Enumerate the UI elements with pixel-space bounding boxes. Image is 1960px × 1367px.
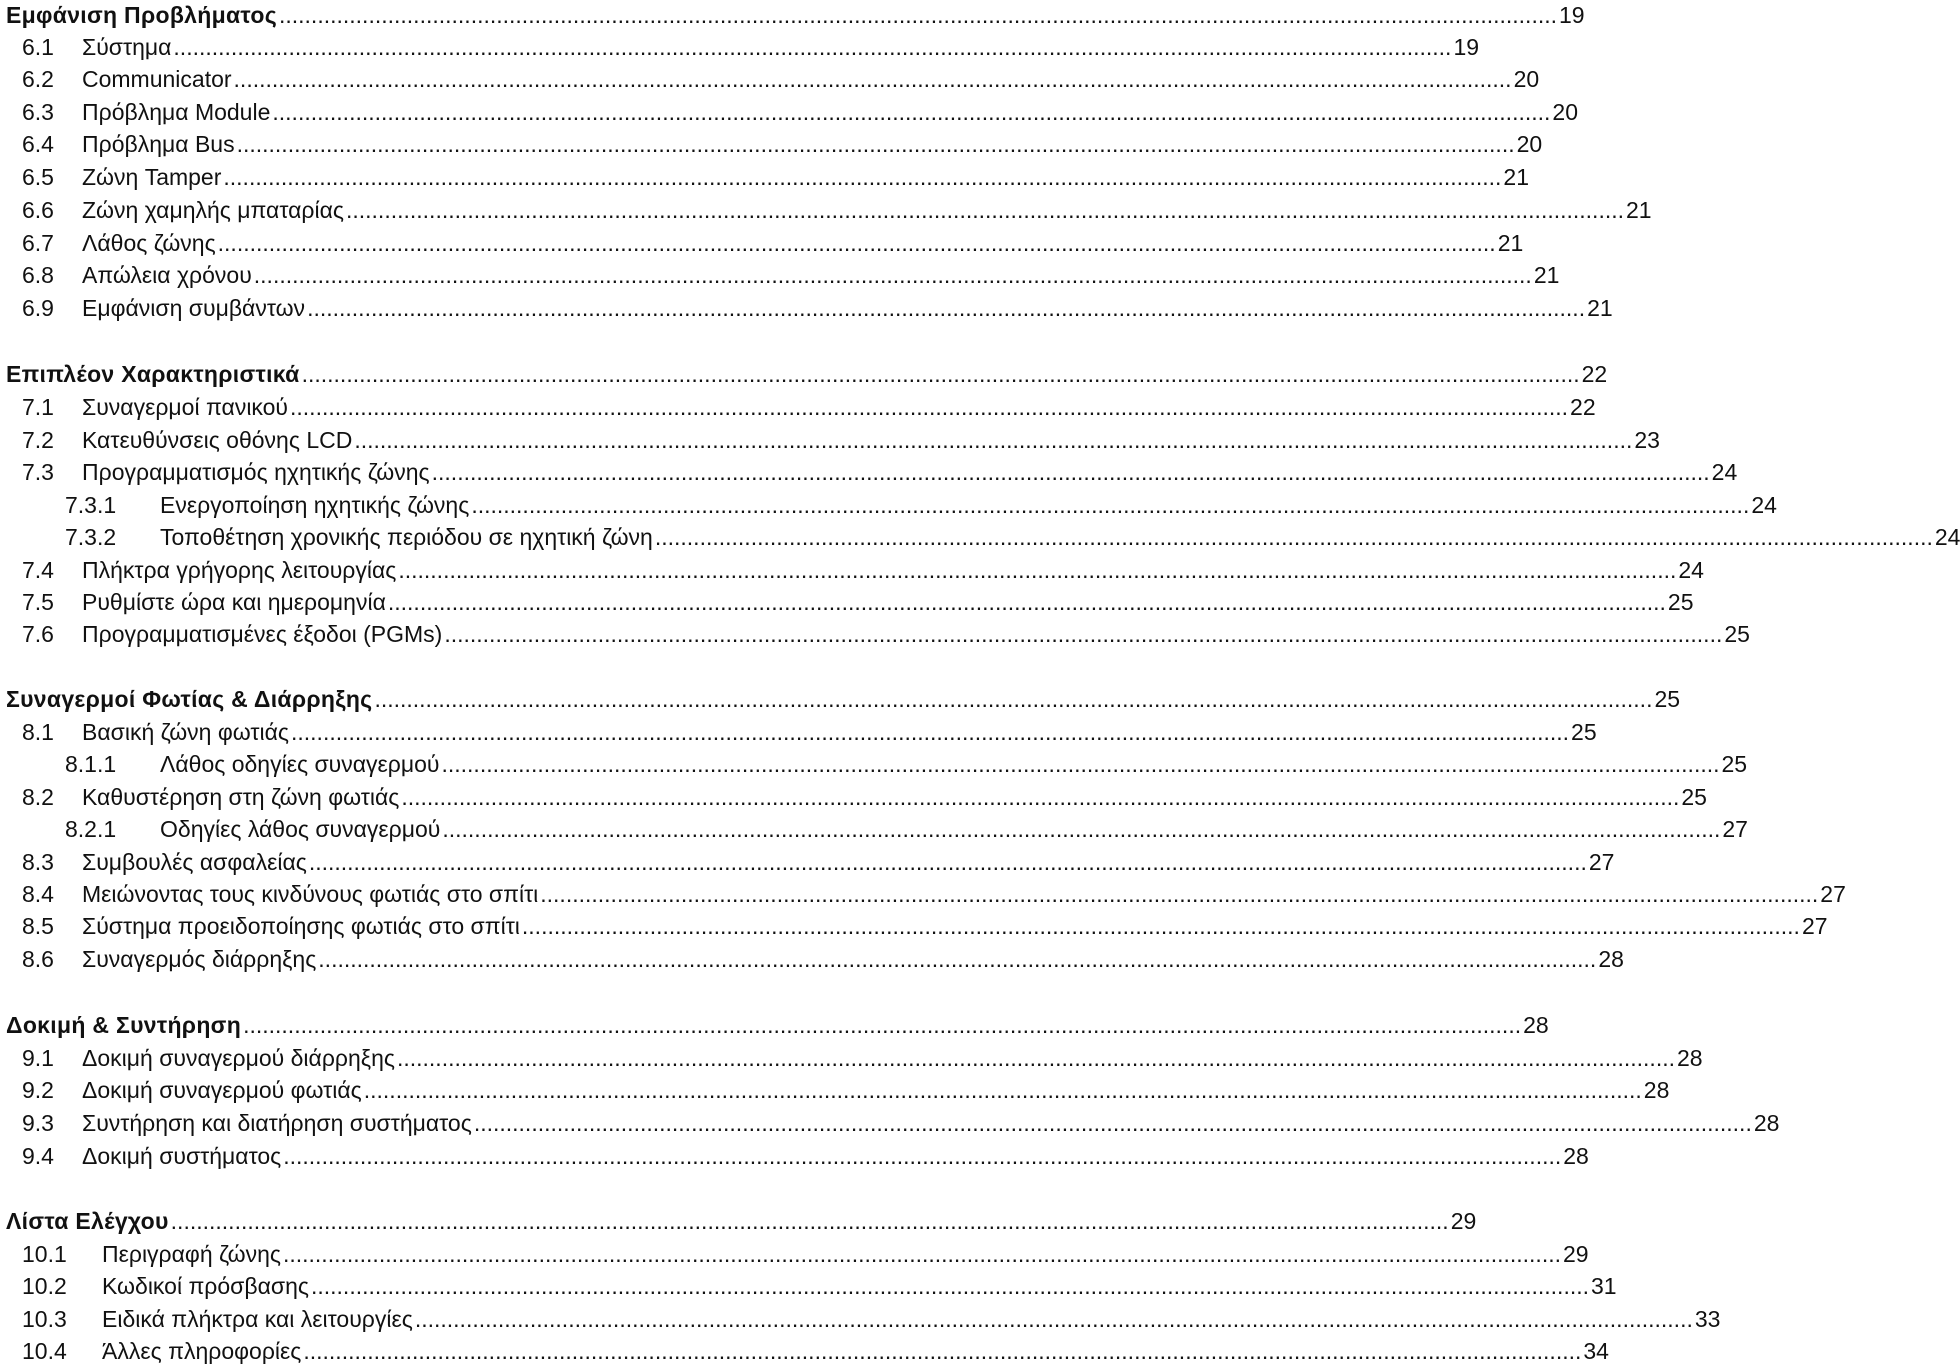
- toc-entry-number: 8.2: [22, 783, 54, 810]
- toc-page-number: 19: [1453, 33, 1480, 60]
- toc-entry-title: Πρόβλημα Module: [82, 98, 271, 125]
- toc-chapter[interactable]: [0, 1205, 1477, 1237]
- toc-entry[interactable]: [0, 846, 1615, 878]
- toc-page-number: 29: [1450, 1207, 1477, 1234]
- toc-page-number: 23: [1634, 426, 1660, 453]
- toc-entry-number: 7.4: [22, 556, 54, 583]
- toc-entry-title: Ρυθμίστε ώρα και ημερομηνία: [82, 588, 386, 615]
- toc-entry-number: 8.3: [22, 848, 54, 875]
- toc-entry-title: Δοκιμή συναγερμού φωτιάς: [82, 1076, 362, 1103]
- toc-entry-title: Περιγραφή ζώνης: [102, 1240, 281, 1267]
- toc-page-number: 28: [1677, 1044, 1703, 1071]
- dot-leader: ........................................................................................................................................................................................................: [253, 261, 1532, 288]
- toc-entry-title: Άλλες πληροφορίες: [102, 1337, 302, 1364]
- toc-entry-number: 10.4: [22, 1337, 67, 1364]
- toc-entry[interactable]: [0, 1140, 1589, 1172]
- toc-entry-number: 6.9: [22, 294, 54, 321]
- dot-leader: ........................................................................................................................................................................................................: [318, 945, 1597, 972]
- toc-entry-title: Δοκιμή συναγερμού διάρρηξης: [82, 1044, 395, 1071]
- toc-entry-number: 10.3: [22, 1305, 67, 1332]
- toc-page-number: 28: [1753, 1109, 1780, 1136]
- toc-entry-number: 6.4: [22, 130, 54, 157]
- dot-leader: ........................................................................................................................................................................................................: [442, 815, 1721, 842]
- dot-leader: ........................................................................................................................................................................................................: [387, 588, 1666, 615]
- toc-entry-number: 9.3: [22, 1109, 54, 1136]
- toc-entry[interactable]: [0, 227, 1524, 259]
- dot-leader: ........................................................................................................................................................................................................: [282, 1240, 1561, 1267]
- toc-entry[interactable]: [0, 96, 1579, 128]
- toc-entry[interactable]: [0, 1303, 1721, 1335]
- toc-page-number: 19: [1559, 1, 1585, 28]
- toc-entry[interactable]: [0, 424, 1660, 456]
- toc-chapter[interactable]: [0, 358, 1608, 390]
- toc-page-number: 28: [1523, 1011, 1549, 1038]
- toc-entry[interactable]: [0, 1270, 1617, 1302]
- toc-entry-number: 6.7: [22, 229, 54, 256]
- toc-page-number: 21: [1587, 294, 1613, 321]
- toc-entry[interactable]: [0, 259, 1560, 291]
- toc-entry-number: 6.8: [22, 261, 54, 288]
- dot-leader: ........................................................................................................................................................................................................: [363, 1076, 1642, 1103]
- toc-entry[interactable]: [0, 1335, 1609, 1367]
- dot-leader: ........................................................................................................................................................................................................: [307, 294, 1586, 321]
- dot-leader: ........................................................................................................................................................................................................: [301, 360, 1580, 387]
- dot-leader: ........................................................................................................................................................................................................: [243, 1011, 1522, 1038]
- toc-page-number: 27: [1820, 880, 1846, 907]
- toc-entry[interactable]: [0, 128, 1543, 160]
- toc-entry[interactable]: [0, 1238, 1589, 1270]
- toc-entry[interactable]: [0, 748, 1748, 780]
- toc-entry-number: 6.5: [22, 163, 54, 190]
- toc-entry-number: 9.1: [22, 1044, 54, 1071]
- toc-chapter-title: Επιπλέον Χαρακτηριστικά: [6, 360, 300, 387]
- toc-page-number: 24: [1678, 556, 1704, 583]
- toc-entry-title: Βασική ζώνη φωτιάς: [82, 718, 289, 745]
- toc-entry[interactable]: [0, 716, 1597, 748]
- toc-page-number: 29: [1563, 1240, 1589, 1267]
- toc-page-number: 22: [1570, 393, 1596, 420]
- toc-page-number: 20: [1552, 98, 1579, 125]
- toc-entry-title: Μειώνοντας τους κινδύνους φωτιάς στο σπίτι: [82, 880, 539, 907]
- toc-entry-title: Καθυστέρηση στη ζώνη φωτιάς: [82, 783, 400, 810]
- toc-entry-title: Εμφάνιση συμβάντων: [82, 294, 306, 321]
- dot-leader: ........................................................................................................................................................................................................: [431, 458, 1710, 485]
- toc-entry-title: Προγραμματισμένες έξοδοι (PGMs): [82, 620, 443, 647]
- toc-entry-title: Οδηγίες λάθος συναγερμού: [160, 815, 441, 842]
- toc-page-number: 25: [1571, 718, 1597, 745]
- toc-page-number: 34: [1583, 1337, 1609, 1364]
- toc-entry[interactable]: [0, 781, 1707, 813]
- toc-entry-title: Πλήκτρα γρήγορης λειτουργίας: [82, 556, 397, 583]
- toc-entry-title: Δοκιμή συστήματος: [82, 1142, 282, 1169]
- toc-page-number: 25: [1667, 588, 1694, 615]
- dot-leader: ........................................................................................................................................................................................................: [521, 912, 1800, 939]
- toc-entry-title: Λάθος ζώνης: [82, 229, 216, 256]
- toc-entry-title: Συμβουλές ασφαλείας: [82, 848, 307, 875]
- toc-entry-number: 8.1: [22, 718, 54, 745]
- toc-page-number: 21: [1533, 261, 1560, 288]
- toc-chapter-title: Λίστα Ελέγχου: [6, 1207, 169, 1234]
- dot-leader: ........................................................................................................................................................................................................: [217, 229, 1496, 256]
- dot-leader: ........................................................................................................................................................................................................: [303, 1337, 1582, 1364]
- toc-entry-title: Ζώνη χαμηλής μπαταρίας: [82, 196, 344, 223]
- dot-leader: ........................................................................................................................................................................................................: [374, 685, 1653, 712]
- toc-entry[interactable]: [0, 618, 1750, 650]
- toc-entry-number: 7.3: [22, 458, 54, 485]
- toc-entry[interactable]: [0, 943, 1624, 975]
- dot-leader: ........................................................................................................................................................................................................: [283, 1142, 1562, 1169]
- toc-page-number: 25: [1654, 685, 1681, 712]
- toc-entry-number: 9.2: [22, 1076, 54, 1103]
- toc-entry-title: Communicator: [82, 65, 232, 92]
- toc-entry[interactable]: [0, 31, 1480, 63]
- toc-entry-title: Απώλεια χρόνου: [82, 261, 252, 288]
- toc-entry-number: 10.2: [22, 1272, 67, 1299]
- toc-chapter-title: Συναγερμοί Φωτίας & Διάρρηξης: [6, 685, 373, 712]
- toc-page-number: 33: [1694, 1305, 1721, 1332]
- toc-entry-number: 6.6: [22, 196, 54, 223]
- toc-entry[interactable]: [0, 194, 1652, 226]
- toc-entry[interactable]: [0, 456, 1738, 488]
- dot-leader: ........................................................................................................................................................................................................: [473, 1109, 1752, 1136]
- toc-page-number: 28: [1643, 1076, 1670, 1103]
- toc-entry-title: Λάθος οδηγίες συναγερμού: [160, 750, 440, 777]
- toc-page-number: 21: [1626, 196, 1652, 223]
- dot-leader: ........................................................................................................................................................................................................: [401, 783, 1680, 810]
- dot-leader: ........................................................................................................................................................................................................: [308, 848, 1587, 875]
- toc-chapter-title: Εμφάνιση Προβλήματος: [6, 1, 277, 28]
- toc-entry[interactable]: [0, 586, 1694, 618]
- toc-entry-number: 6.1: [22, 33, 54, 60]
- toc-entry-title: Συντήρηση και διατήρηση συστήματος: [82, 1109, 472, 1136]
- toc-page-number: 20: [1513, 65, 1540, 92]
- dot-leader: ........................................................................................................................................................................................................: [354, 426, 1633, 453]
- dot-leader: ........................................................................................................................................................................................................: [173, 33, 1452, 60]
- toc-entry[interactable]: [0, 910, 1828, 942]
- toc-entry-title: Ενεργοποίηση ηχητικής ζώνης: [160, 491, 470, 518]
- toc-entry-number: 7.2: [22, 426, 54, 453]
- toc-entry-number: 7.6: [22, 620, 54, 647]
- toc-entry-title: Σύστημα προειδοποίησης φωτιάς στο σπίτι: [82, 912, 520, 939]
- toc-entry-number: 8.6: [22, 945, 54, 972]
- toc-entry-number: 7.3.1: [65, 491, 117, 518]
- toc-chapter[interactable]: [0, 683, 1681, 715]
- toc-page-number: 28: [1598, 945, 1624, 972]
- toc-entry-number: 7.3.2: [65, 523, 117, 550]
- dot-leader: ........................................................................................................................................................................................................: [290, 393, 1569, 420]
- toc-entry-number: 7.1: [22, 393, 54, 420]
- dot-leader: ........................................................................................................................................................................................................: [310, 1272, 1590, 1299]
- dot-leader: ........................................................................................................................................................................................................: [278, 1, 1558, 28]
- toc-page-number: 25: [1681, 783, 1707, 810]
- toc-entry[interactable]: [0, 813, 1748, 845]
- toc-entry[interactable]: [0, 521, 1960, 553]
- dot-leader: ........................................................................................................................................................................................................: [170, 1207, 1449, 1234]
- toc-page-number: 20: [1516, 130, 1543, 157]
- toc-entry-number: 9.4: [22, 1142, 54, 1169]
- toc-page-number: 24: [1934, 523, 1960, 550]
- toc-page-number: 21: [1503, 163, 1530, 190]
- toc-entry-title: Συναγερμός διάρρηξης: [82, 945, 317, 972]
- toc-entry-title: Τοποθέτηση χρονικής περιόδου σε ηχητική ζώνη: [160, 523, 653, 550]
- toc-page-number: 27: [1801, 912, 1828, 939]
- toc-page-number: 31: [1591, 1272, 1617, 1299]
- dot-leader: ........................................................................................................................................................................................................: [444, 620, 1723, 647]
- toc-entry-title: Ζώνη Tamper: [82, 163, 222, 190]
- toc-page-number: 21: [1497, 229, 1524, 256]
- dot-leader: ........................................................................................................................................................................................................: [441, 750, 1720, 777]
- toc-page-number: 27: [1588, 848, 1615, 875]
- toc-page-number: 28: [1563, 1142, 1589, 1169]
- toc-page-number: 24: [1711, 458, 1738, 485]
- toc-entry[interactable]: [0, 391, 1596, 423]
- toc-entry-number: 10.1: [22, 1240, 67, 1267]
- toc-entry-number: 8.4: [22, 880, 54, 907]
- toc-entry[interactable]: [0, 554, 1704, 586]
- toc-entry-number: 8.1.1: [65, 750, 117, 777]
- dot-leader: ........................................................................................................................................................................................................: [398, 556, 1677, 583]
- toc-chapter[interactable]: [0, 0, 1585, 31]
- toc-entry-title: Ειδικά πλήκτρα και λειτουργίες: [102, 1305, 413, 1332]
- toc-entry-number: 6.2: [22, 65, 54, 92]
- toc-entry[interactable]: [0, 1107, 1780, 1139]
- toc-entry-number: 7.5: [22, 588, 54, 615]
- toc-entry[interactable]: [0, 489, 1777, 521]
- toc-entry-title: Κωδικοί πρόσβασης: [102, 1272, 309, 1299]
- toc-page-number: 27: [1722, 815, 1748, 842]
- dot-leader: ........................................................................................................................................................................................................: [396, 1044, 1675, 1071]
- toc-chapter[interactable]: [0, 1009, 1549, 1041]
- toc-entry[interactable]: [0, 161, 1530, 193]
- toc-entry-title: Πρόβλημα Bus: [82, 130, 235, 157]
- toc-entry-number: 6.3: [22, 98, 54, 125]
- dot-leader: ........................................................................................................................................................................................................: [345, 196, 1625, 223]
- toc-entry[interactable]: [0, 878, 1846, 910]
- toc-entry[interactable]: [0, 292, 1613, 324]
- toc-page-number: 22: [1581, 360, 1608, 387]
- toc-entry[interactable]: [0, 1042, 1703, 1074]
- toc-entry-number: 8.5: [22, 912, 54, 939]
- toc-entry[interactable]: [0, 1074, 1670, 1106]
- dot-leader: ........................................................................................................................................................................................................: [233, 65, 1512, 92]
- dot-leader: ........................................................................................................................................................................................................: [654, 523, 1933, 550]
- dot-leader: ........................................................................................................................................................................................................: [272, 98, 1551, 125]
- toc-entry-title: Προγραμματισμός ηχητικής ζώνης: [82, 458, 430, 485]
- toc-entry-title: Σύστημα: [82, 33, 172, 60]
- dot-leader: ........................................................................................................................................................................................................: [223, 163, 1502, 190]
- dot-leader: ........................................................................................................................................................................................................: [540, 880, 1819, 907]
- toc-entry-title: Κατευθύνσεις οθόνης LCD: [82, 426, 353, 453]
- toc-chapter-title: Δοκιμή & Συντήρηση: [6, 1011, 242, 1038]
- toc-page-number: 25: [1724, 620, 1750, 647]
- toc-entry-number: 8.2.1: [65, 815, 117, 842]
- dot-leader: ........................................................................................................................................................................................................: [291, 718, 1570, 745]
- toc-page-number: 25: [1721, 750, 1748, 777]
- toc-entry[interactable]: [0, 63, 1540, 95]
- dot-leader: ........................................................................................................................................................................................................: [414, 1305, 1693, 1332]
- toc-page-number: 24: [1751, 491, 1777, 518]
- dot-leader: ........................................................................................................................................................................................................: [236, 130, 1515, 157]
- toc-entry-title: Συναγερμοί πανικού: [82, 393, 289, 420]
- dot-leader: ........................................................................................................................................................................................................: [471, 491, 1750, 518]
